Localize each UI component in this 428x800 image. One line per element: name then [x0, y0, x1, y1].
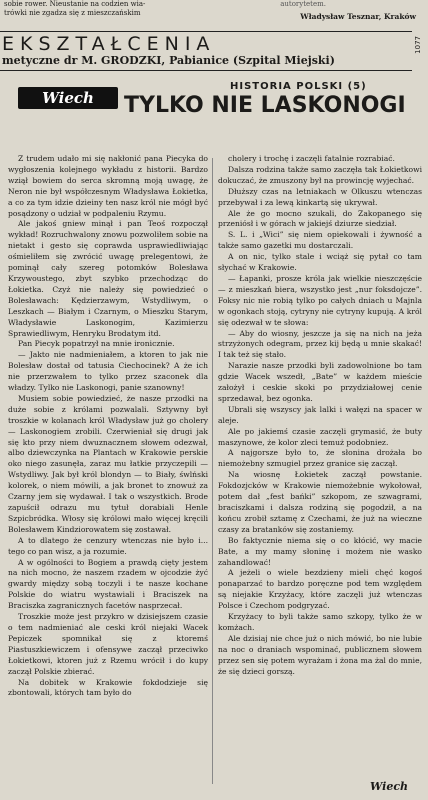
article-paragraph: Ale że go mocno szukali, do Zakopanego się przeniósł i w górach w jakiejś dziurze siedział.: [218, 208, 422, 229]
article-paragraph: A on nic, tylko stale i wciąż się pytał co tam słychać w Krakowie.: [218, 252, 422, 273]
article-header: [0, 73, 428, 153]
article-paragraph: Na dobitek w Krakowie fokdodzieje się zbontowali, których tam było do: [8, 677, 208, 698]
article-paragraph: Narazie nasze przodki byli zadowolnione bo tam gdzie Wacek wszedł, „Bate” w każdem mieście założył i ceskie skoki po przydziałowej cenie sprzedawał, bez ogonka.: [218, 361, 422, 403]
article-paragraph: Dłuższy czas na letniakach w Olkuszu wtenczas przebywał i za lewą kinkartą się ukrywał.: [218, 186, 422, 207]
article-paragraph: Ale jakoś gniew minął i pan Teoś rozpoczął wykład! Rozruchwalony znowu pozwoliłem sobie na nietakt i gesto się coprawda usprawiedliwiając ośmieliłem się zwrócić uwagę prelegentowi, że pominął cały szereg potomków Bolesława Krzywoustego, zbyt szybko przechodząc do Łokietka. Czyż nie należy się powiedzieć o Bolesławach: Kędzierzawym, Wstydliwym, o Leszkach — Białym i Czarnym, o Mieszku Starym, Władysławie Laskonogim, Kazimierzu Sprawiedliwym, Henryku Brodatym itd.: [8, 219, 208, 338]
article-paragraph: Musiem sobie powiedzieć, że nasze przodki na duże sobie z królami pozwalali. Sztywny był troszkie w kolanach król Władysław już go cholery — Laskonogiem zrobili. Czerwieniał się drugi jak się kto przy niem dwuznacznem słowem odezwał, albo dziewczynka na Plantach w Krakowie perskie oko niego zasunęła, zaraz mu łatkie przyczepili — Wstydliwy. Jak był król blondyn — to Biały, śwlński kolorek, o niem mówili, a jak bronet to znowuż za Czarny jem się wydawał. I tak o wszystkich. Brode zapuścił odrazu mu tytuł dorabiali Henle Szpicbródka. Włosy się królowi mało więcej kręcili Bolesławem Kindziorowatem się zostawał.: [8, 393, 208, 534]
page-number: 1077: [414, 36, 422, 54]
top-strip: [0, 0, 428, 28]
article-paragraph: A w ogólności to Bogiem a prawdą cięty jestem na nich mocno, że naszem rzadem w ojcodzie żyć gwardy między sobą toczyli i te nasze kochane Polskie do wiatru wystawiali i Braciszek na Braciszka zagranicznych facetów nasprzecał.: [8, 557, 208, 611]
article-paragraph: — Jakto nie nadmieniałem, a ktoren to jak nie Bolesław dostał od tatusia Ciechocinek? A że ich nie przerzwałem to tylko przez szaconek dla władzy. Tylko nie Laskonogi, panie szanowny!: [8, 350, 208, 393]
article-paragraph: — Łapanki, prosze króla jak wielkie nieszczęście — z mieszkań biera, wszystko jest „nur foksdojcze”. Foksy nic nie robią tylko po całych dniach u Majnla w ogonkach stoją, cytryny nie cytryny kupują. A król się odezwał w te słowa:: [218, 273, 422, 327]
column-divider: [212, 158, 213, 784]
article-paragraph: Ale po jakiemś czasie zaczęli grymasić, że buty maszynowe, że kolor zleci temuż podobniez.: [218, 426, 422, 447]
article-paragraph: Pan Piecyk popatrzył na mnie ironicznie.: [18, 339, 175, 349]
article-paragraph: A jeżeli o wiele bezdzieny mieli chęć kogoś ponaparzać to bardzo poręczne pod tem względem są niejakie Krzyżacy, które zaczęli już wtenczas Polsce i Czechom podgryzać.: [218, 568, 422, 611]
article-paragraph: Na wiosnę Łokietek zaczął powstanie. Fokdozjcków w Krakowie niemożebnie wykołował, potem dał „fest bańki” szkopom, ze szwagrami, braciszkami i dalsza rodziną się pogodził, a na końcu zrobił sztamę z Czechami, że już na wieczne czasy za bratanków się zostaniemy.: [218, 470, 422, 534]
article-paragraph: Troszkie może jest przykro w dzisiejszem czasie o tem nadmieniać ale ceski król niejaki Wacek Pepiczek spomnikał się z ktoremś Piastuszkiewiczem i ofensywe zaczął przeciwko Łokietkowi, ktoren już z Rzemu wrócił i do kupy zaczął Polskie zbierać.: [8, 612, 208, 676]
article-kicker: HISTORIA POLSKI (5): [230, 81, 367, 92]
letter-author: Władysław Tesznar, Kraków: [300, 12, 416, 21]
article-headline: TYLKO NIE LASKONOGI: [124, 93, 406, 118]
tail-line: trówki nie zgadza się z mieszczańskim: [4, 9, 141, 17]
article-paragraph: Ale dzisiaj nie chce już o nich mówić, bo nie lubie na noc o draniach wspominać, publicznem słowem przez sen się potem wyrażam i żona ma żal do mnie, że się dzieci gorszą.: [218, 633, 422, 676]
footer-signature: Wiech: [370, 780, 409, 793]
article-paragraph: — Aby do wiosny, jeszcze ja się na nich na jeża strzyżonych odegram, przez kij będą u mnie skakać! I tak też się stało.: [218, 328, 422, 360]
article-paragraph: A najgorsze było to, że słonina drożała bo niemożebny szmugiel przez granice się zaczął.: [218, 448, 422, 469]
article-paragraph: Ubrali się wszyscy jak lalki i wałęzi na spacer w aleje.: [218, 404, 422, 425]
article-column-right: [218, 154, 422, 678]
section-subtitle: metyczne dr M. GRODZKI, Pabianice (Szpital Miejski): [2, 54, 335, 67]
section-header-band: [0, 31, 412, 71]
article-paragraph: Z trudem udało mi się nakłonić pana Piecyka do wygłoszenia kolejnego wykładu z historii. Bardzo wziął bowiem do serca skromną moją uwagę, że Neron nie był współczesnym Władysława Łokietka, a co za tym idzie dzieiny ten nasz król nie mógł być posądzony o udział w podpaleniu Rzymu.: [8, 154, 208, 218]
article-paragraph: cholery i trochę i zaczęli fatalnie rozrabiać.: [228, 154, 395, 163]
section-title: EKSZTAŁCENIA: [2, 33, 216, 55]
wiech-logo: Wiech: [18, 87, 118, 109]
previous-article-tail: [4, 0, 204, 18]
article-column-left: [8, 154, 208, 699]
article-paragraph: S. L. i „Wici” się niem opiekowali i żywność a także samo gazetki mu dostarczali.: [218, 230, 422, 251]
article-paragraph: Dalsza rodzina także samo zaczęła tak Łokietkowi dokuczać, że zmuszony był na prowincję wyjechać.: [218, 164, 422, 185]
article-paragraph: Bo faktycznie niema się o co kłócić, wy macie Bate, a my mamy słoninę i możem nie wasko zahandlować!: [218, 535, 422, 567]
faint-text: autorytetem.: [280, 0, 326, 8]
article-paragraph: A to dlatego że cenzury wtenczas nie było i... tego co pan wisz, a ja rozumie.: [8, 535, 208, 556]
article-paragraph: Krzyżacy to byli także samo szkopy, tylko że w komżach.: [218, 612, 422, 632]
tail-line: sobie rower. Nieustanie na codzien wia-: [4, 0, 146, 8]
